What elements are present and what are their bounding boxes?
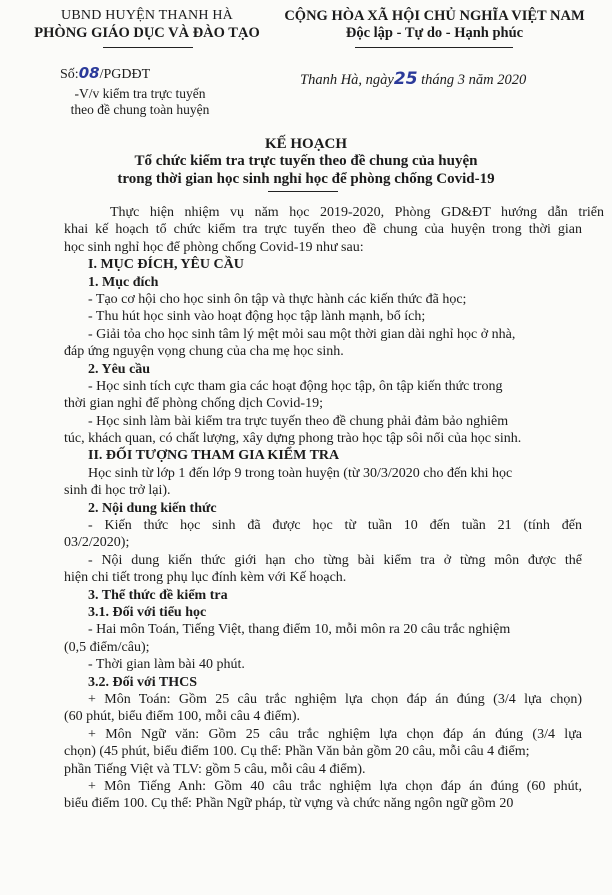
nation-line-1: CỘNG HÒA XÃ HỘI CHỦ NGHĨA VIỆT NAM [284,8,585,24]
org-underline [103,47,193,48]
paragraph-line: - Học sinh tích cực tham gia các hoạt động học tập, ôn tập kiến thức trong [88,378,503,394]
doc-number-prefix: Số: [60,67,79,82]
title-subline-2: trong thời gian học sinh nghỉ học để phòng chống Covid-19 [117,171,495,187]
subject-line-2: theo đề chung toàn huyện [70,102,210,117]
subsection-heading: 2. Yêu cầu [88,361,151,377]
subsection-heading: 3.1. Đối với tiểu học [88,604,207,620]
paragraph-line: Học sinh từ lớp 1 đến lớp 9 trong toàn huyện (từ 30/3/2020 cho đến khi học [88,465,513,481]
paragraph-line: + Môn Tiếng Anh: Gồm 40 câu trắc nghiệm lựa chọn đáp án đúng (60 phút, [88,778,582,794]
place-suffix: tháng 3 năm 2020 [421,72,527,88]
paragraph-line: Thực hiện nhiệm vụ năm học 2019-2020, Phòng GD&ĐT hướng dẫn triển [110,205,604,220]
paragraph-line: - Tạo cơ hội cho học sinh ôn tập và thực hành các kiến thức đã học; [88,291,467,307]
document-title: KẾ HOẠCH [264,136,348,152]
paragraph-line: chọn) (45 phút, biểu điểm 100. Cụ thể: Phần Văn bản gồm 20 câu, mỗi câu 4 điểm; [64,744,530,760]
paragraph-line: - Giải tỏa cho học sinh tâm lý mệt mỏi sau một thời gian dài nghỉ học ở nhà, [88,326,516,342]
paragraph-line: - Nội dung kiến thức giới hạn cho từng bài kiểm tra ở từng môn được thể [88,552,582,568]
paragraph-line: túc, khách quan, có chất lượng, xây dựng phong trào học tập sôi nổi của học sinh. [64,431,522,447]
document-number [60,64,150,83]
title-subline-1: Tổ chức kiểm tra trực tuyến theo đề chung của huyện [134,153,478,169]
issuing-organization [22,8,272,42]
national-motto [262,8,607,42]
motto-underline [355,47,513,48]
paragraph-line: khai kế hoạch tổ chức kiểm tra trực tuyến theo đề chung của huyện trong thời gian [64,222,582,238]
paragraph-line: biểu điểm 100. Cụ thể: Phần Ngữ pháp, từ vựng và chức năng ngôn ngữ gồm 20 [64,796,514,812]
doc-number-suffix: /PGDĐT [99,67,151,82]
paragraph-line: + Môn Ngữ văn: Gồm 25 câu trắc nghiệm lựa chọn đáp án đúng (3/4 lựa [88,726,582,742]
subsection-heading: 3. Thể thức đề kiểm tra [88,587,228,603]
paragraph-line: (0,5 điểm/câu); [64,639,150,655]
paragraph-line: - Học sinh làm bài kiểm tra trực tuyến theo đề chung phải đảm bảo nghiêm [88,413,509,429]
org-line-2: PHÒNG GIÁO DỤC VÀ ĐÀO TẠO [34,25,260,41]
title-underline [268,191,338,192]
paragraph-line: hiện chi tiết trong phụ lục đính kèm với Kế hoạch. [64,570,347,586]
paragraph-line: - Hai môn Toán, Tiếng Việt, thang điểm 10, mỗi môn ra 20 câu trắc nghiệm [88,622,511,638]
org-line-1: UBND HUYỆN THANH HÀ [61,8,233,23]
doc-number-handwritten: 08 [78,64,100,82]
section-heading: I. MỤC ĐÍCH, YÊU CẦU [88,257,244,273]
document-subject [30,86,250,118]
paragraph-line: sinh đi học trở lại). [64,483,171,499]
paragraph-line: đáp ứng nguyện vọng chung của cha mẹ học sinh. [64,344,344,360]
place-prefix: Thanh Hà, ngày [300,72,394,88]
section-heading: II. ĐỐI TƯỢNG THAM GIA KIỂM TRA [88,448,340,464]
paragraph-line: (60 phút, biểu điểm 100, mỗi câu 4 điểm). [64,709,301,725]
paragraph-line: - Kiến thức học sinh đã được học từ tuần 10 đến tuần 21 (tính đến [88,518,582,534]
subsection-heading: 3.2. Đối với THCS [88,674,198,690]
paragraph-line: phần Tiếng Việt và TLV: gồm 5 câu, mỗi câu 4 điểm). [64,761,366,777]
place-date [300,69,526,89]
subsection-heading: 1. Mục đích [88,274,159,290]
paragraph-line: 03/2/2020); [64,535,130,551]
date-day-handwritten: 25 [393,69,418,89]
paragraph-line: + Môn Toán: Gồm 25 câu trắc nghiệm lựa chọn đáp án đúng (3/4 lựa chọn) [88,691,582,707]
paragraph-line: - Thu hút học sinh vào hoạt động học tập lành mạnh, bổ ích; [88,309,426,325]
subsection-heading: 2. Nội dung kiến thức [88,500,217,516]
nation-line-2: Độc lập - Tự do - Hạnh phúc [345,25,524,41]
document-body [0,204,612,813]
subject-line-1: -V/v kiểm tra trực tuyến [74,86,206,101]
paragraph-line: thời gian nghỉ để phòng chống dịch Covid-19; [64,396,323,412]
paragraph-line: - Thời gian làm bài 40 phút. [88,657,245,673]
paragraph-line: học sinh nghỉ học để phòng chống Covid-19 như sau: [64,239,364,255]
